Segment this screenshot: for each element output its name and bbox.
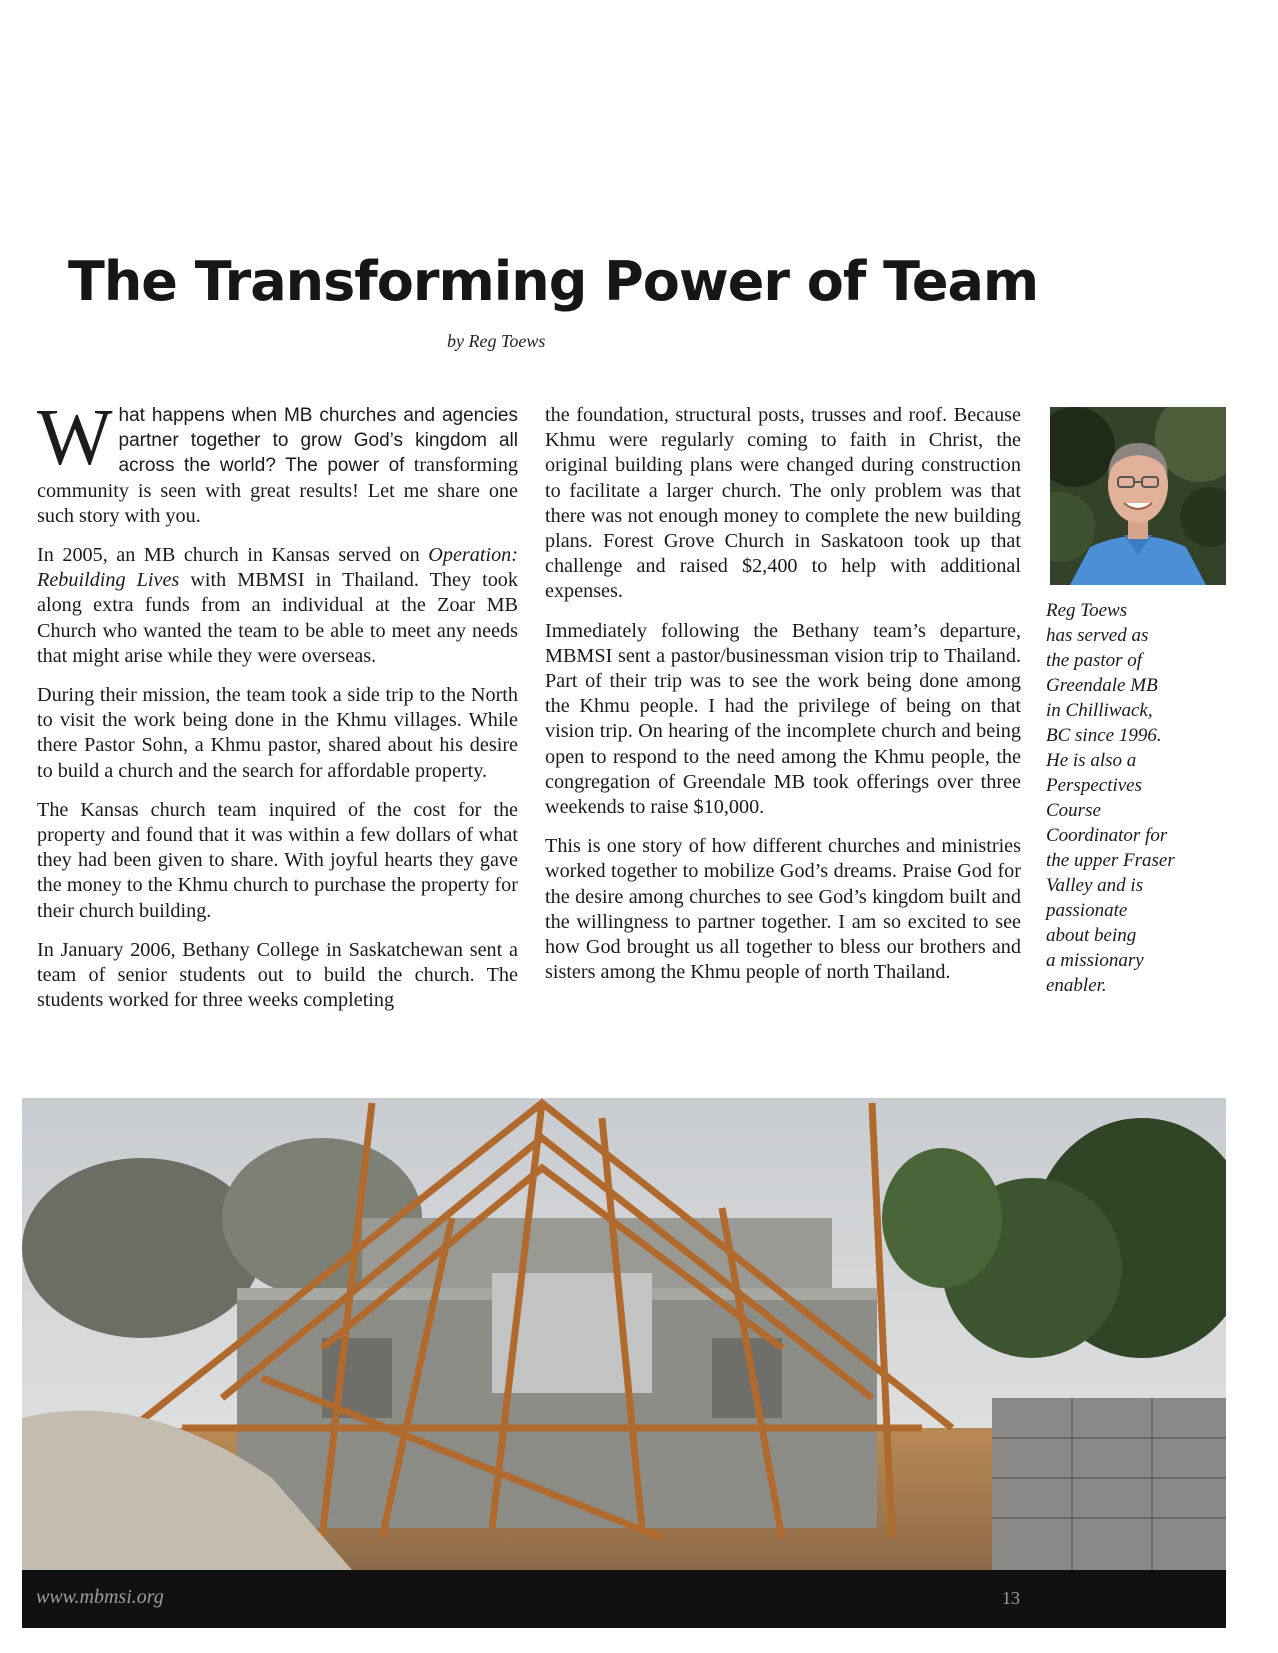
- caption-line: a missionary: [1046, 950, 1144, 971]
- caption-line: Perspectives: [1046, 775, 1143, 796]
- intro-lead-text: hat happens when MB churches and agencies partner together to grow God’s kingdom all across the world? The power of: [118, 405, 518, 477]
- caption-line: BC since 1996.: [1046, 725, 1162, 746]
- paragraph-2: [37, 543, 518, 669]
- caption-line: Coordinator for: [1046, 825, 1168, 846]
- paragraph-5: In January 2006, Bethany College in Saskatchewan sent a team of senior students out to build the church. The students worked for three weeks completing: [37, 938, 518, 1012]
- page-number: 13: [1002, 1588, 1020, 1608]
- intro-rest-text: transforming community is seen with great results! Let me share one such story with you.: [37, 454, 519, 527]
- caption-line: Course: [1046, 800, 1101, 821]
- caption-line: enabler.: [1046, 975, 1107, 996]
- caption-line: passionate: [1046, 900, 1128, 921]
- author-bio-caption: [1046, 598, 1246, 998]
- paragraph-4: The Kansas church team inquired of the cost for the property and found that it was within a few dollars of what they had been given to share. With joyful hearts they gave the money to the Khmu church to purchase the property for their church building.: [37, 798, 518, 922]
- byline: by Reg Toews: [447, 331, 546, 351]
- article-column-1: [37, 394, 519, 1027]
- article-title: The Transforming Power of Team: [68, 250, 1039, 313]
- author-portrait-photo: [1050, 407, 1226, 585]
- caption-line: the upper Fraser: [1046, 850, 1175, 871]
- paragraph-2-text-b: with MBMSI in Thailand. They took along extra funds from an individual at the Zoar MB Church who wanted the team to be able to meet any needs that might arise while they were overseas.: [37, 569, 518, 667]
- caption-line: Greendale MB: [1046, 675, 1158, 696]
- church-construction-photo: [22, 1098, 1226, 1570]
- paragraph-8: This is one story of how different churches and ministries worked together to mobilize God’s dreams. Praise God for the desire among churches to see God’s kingdom built and the willingness to partner together. I am so excited to see how God brought us all together to bless our brothers and sisters among the Khmu people of north Thailand.: [545, 835, 1021, 984]
- paragraph-6: the foundation, structural posts, trusses and roof. Because Khmu were regularly coming to faith in Christ, the original building plans were changed during construction to facilitate a larger church. The only problem was that there was not enough money to complete the new building plans. Forest Grove Church in Saskatoon took up that challenge and raised $2,400 to help with additional expenses.: [545, 404, 1021, 603]
- paragraph-7: Immediately following the Bethany team’s departure, MBMSI sent a pastor/businessman vision trip to Thailand. Part of their trip was to see the work being done among the Khmu people. I had the privilege of being on that vision trip. On hearing of the incomplete church and being open to respond to the need among the Khmu people, the congregation of Greendale MB took offerings over three weekends to raise $10,000.: [545, 619, 1021, 819]
- paragraph-3: During their mission, the team took a side trip to the North to visit the work being done in the Khmu villages. While there Pastor Sohn, a Khmu pastor, shared about his desire to build a church and the search for affordable property.: [37, 684, 518, 782]
- page-footer: [22, 1570, 1226, 1628]
- drop-cap: W: [37, 394, 113, 482]
- caption-line: has served as: [1046, 625, 1149, 646]
- caption-line: in Chilliwack,: [1046, 700, 1153, 721]
- footer-url: www.mbmsi.org: [36, 1586, 164, 1608]
- caption-line: He is also a: [1046, 750, 1137, 771]
- paragraph-2-text-a: In 2005, an MB church in Kansas served on: [37, 544, 429, 567]
- caption-line: Valley and is: [1046, 875, 1144, 896]
- article-column-2: [545, 403, 1021, 999]
- operation-name: Operation: Rebuilding Lives: [37, 544, 518, 592]
- caption-line: Reg Toews: [1046, 600, 1128, 621]
- caption-line: the pastor of: [1046, 650, 1143, 671]
- caption-line: about being: [1046, 925, 1137, 946]
- paragraph-intro: [37, 394, 519, 529]
